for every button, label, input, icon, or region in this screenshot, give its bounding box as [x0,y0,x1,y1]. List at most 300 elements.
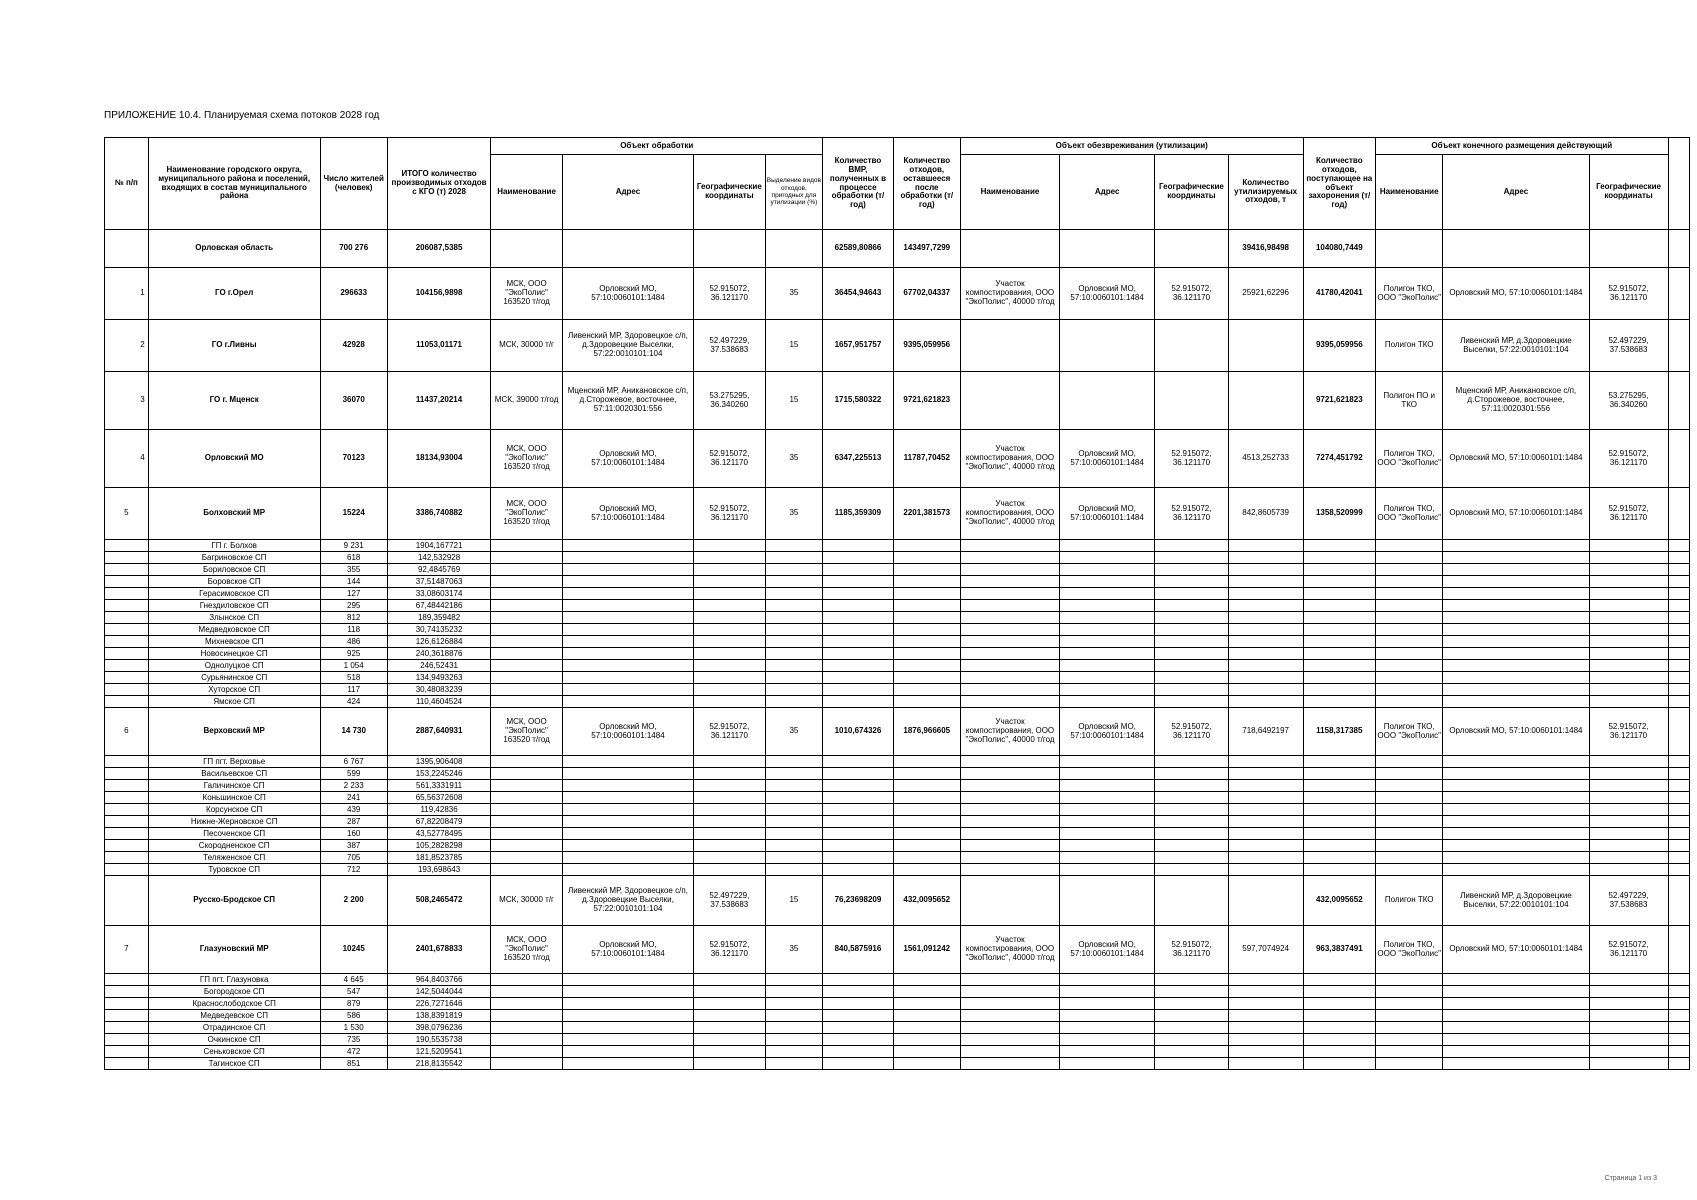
sub-empty-cell [1060,564,1155,576]
sub-empty-cell [694,780,766,792]
sub-pop: 547 [320,986,387,998]
sub-empty-cell [105,780,149,792]
sub-total: 30,48083239 [387,684,491,696]
sub-total: 246,52431 [387,660,491,672]
sub-empty-cell [105,660,149,672]
sub-pop: 472 [320,1046,387,1058]
district-row [105,876,1690,926]
sub-empty-cell [694,986,766,998]
sub-empty-cell [1589,1034,1668,1046]
sub-empty-cell [1303,576,1376,588]
cell-final-name: Полигон ТКО [1376,876,1443,926]
sub-empty-cell [694,612,766,624]
sub-pop: 735 [320,1034,387,1046]
sub-empty-cell [1155,1010,1229,1022]
sub-empty-cell [491,588,563,600]
sub-pop: 424 [320,696,387,708]
sub-empty-cell [893,986,960,998]
sub-empty-cell [1060,612,1155,624]
cell-util-name: Участок компостирования, ООО "ЭкоПолис", 40000 т/год [960,708,1059,756]
settlement-row [105,768,1690,780]
cell-final-addr: Ливенский МР, д.Здоровецкие Выселки, 57:22:0010101:104 [1443,320,1589,372]
cell-final-addr: Ливенский МР, д.Здоровецкие Выселки, 57:22:0010101:104 [1443,876,1589,926]
sub-empty-cell [1376,636,1443,648]
sub-empty-cell [1443,1010,1589,1022]
cell-util-qty: 842,8605739 [1228,488,1303,540]
cell-pct: 15 [765,372,823,430]
sub-empty-cell [105,576,149,588]
cell-after: 11787,70452 [893,430,960,488]
sub-pop: 2 233 [320,780,387,792]
cell-proc-addr: Мценский МР, Аникановское с/п, д.Сторожевое, восточнее, 57:11:0020301:556 [562,372,693,430]
sub-empty-cell [694,768,766,780]
sub-empty-cell [694,600,766,612]
cell-proc-geo: 52.915072, 36.121170 [694,926,766,974]
sub-empty-cell [491,852,563,864]
sub-empty-cell [491,636,563,648]
sub-empty-cell [1589,852,1668,864]
cell-proc-name [491,230,563,268]
sub-empty-cell [960,986,1059,998]
sub-empty-cell [1228,1034,1303,1046]
sub-empty-cell [1155,1034,1229,1046]
cell-final-geo: 52.915072, 36.121170 [1589,708,1668,756]
sub-empty-cell [105,1034,149,1046]
sub-empty-cell [1060,974,1155,986]
cell-proc-geo: 52.915072, 36.121170 [694,708,766,756]
sub-empty-cell [765,1022,823,1034]
settlement-row [105,624,1690,636]
sub-empty-cell [893,998,960,1010]
sub-empty-cell [105,564,149,576]
sub-empty-cell [694,660,766,672]
sub-name: Очкинское СП [148,1034,320,1046]
header-proc-geo: Географические координаты [694,155,766,230]
sub-empty-cell [1228,1046,1303,1058]
sub-empty-cell [960,696,1059,708]
sub-empty-cell [1589,540,1668,552]
sub-empty-cell [823,612,893,624]
cell-final-name: Полигон ТКО, ООО "ЭкоПолис" [1376,268,1443,320]
sub-empty-cell [491,624,563,636]
sub-empty-cell [1155,1058,1229,1070]
sub-total: 43,52778495 [387,828,491,840]
sub-empty-cell [1155,864,1229,876]
cell-total: 206087,5385 [387,230,491,268]
sub-empty-cell [1376,1058,1443,1070]
cell-vmr: 840,5875916 [823,926,893,974]
sub-empty-cell [105,624,149,636]
cell-util-geo: 52.915072, 36.121170 [1155,268,1229,320]
header-final-geo: Географические координаты [1589,155,1668,230]
sub-empty-cell [823,672,893,684]
sub-empty-cell [694,864,766,876]
sub-empty-cell [1155,576,1229,588]
sub-name: Галичинское СП [148,780,320,792]
settlement-row [105,684,1690,696]
sub-empty-cell [765,840,823,852]
cell-num [105,876,149,926]
sub-empty-cell [1303,804,1376,816]
sub-empty-cell [1060,756,1155,768]
sub-empty-cell [1589,648,1668,660]
sub-name: ГП пгт. Верховье [148,756,320,768]
sub-empty-cell [105,612,149,624]
sub-pop: 117 [320,684,387,696]
sub-empty-cell [105,828,149,840]
sub-empty-cell [1589,816,1668,828]
sub-empty-cell [1303,660,1376,672]
settlement-row [105,672,1690,684]
cell-total: 104156,9898 [387,268,491,320]
sub-name: Герасимовское СП [148,588,320,600]
sub-empty-cell [105,986,149,998]
cell-name: Орловский МО [148,430,320,488]
sub-total: 126,6126884 [387,636,491,648]
cell-disposal: 41780,42041 [1303,268,1376,320]
sub-empty-cell [1303,852,1376,864]
sub-name: Теляженское СП [148,852,320,864]
sub-empty-cell [893,1046,960,1058]
sub-empty-cell [823,624,893,636]
sub-empty-cell [1155,986,1229,998]
sub-empty-cell [765,828,823,840]
sub-empty-cell [765,660,823,672]
cell-proc-name: МСК, 30000 т/г [491,876,563,926]
sub-pop: 618 [320,552,387,564]
sub-empty-cell [765,804,823,816]
settlement-row [105,1022,1690,1034]
sub-empty-cell [694,1022,766,1034]
sub-empty-cell [893,828,960,840]
sub-empty-cell [1155,828,1229,840]
sub-empty-cell [1303,864,1376,876]
sub-empty-cell [1060,660,1155,672]
sub-empty-cell [1228,600,1303,612]
sub-name: Медведевское СП [148,1010,320,1022]
cell-disposal: 7274,451792 [1303,430,1376,488]
sub-empty-cell [1668,986,1689,998]
sub-empty-cell [1303,974,1376,986]
sub-empty-cell [1443,576,1589,588]
sub-empty-cell [1668,600,1689,612]
settlement-row [105,780,1690,792]
sub-empty-cell [893,1058,960,1070]
sub-empty-cell [1060,624,1155,636]
sub-empty-cell [960,756,1059,768]
cell-util-qty [1228,876,1303,926]
sub-empty-cell [1443,816,1589,828]
sub-empty-cell [491,1022,563,1034]
cell-blank [1668,708,1689,756]
sub-empty-cell [1376,780,1443,792]
sub-empty-cell [1589,840,1668,852]
settlement-row [105,660,1690,672]
sub-total: 30,74135232 [387,624,491,636]
sub-empty-cell [1060,768,1155,780]
sub-empty-cell [562,600,693,612]
sub-empty-cell [1155,588,1229,600]
sub-empty-cell [893,648,960,660]
sub-empty-cell [1303,986,1376,998]
sub-empty-cell [765,974,823,986]
sub-name: Багриновское СП [148,552,320,564]
sub-empty-cell [1228,564,1303,576]
settlement-row [105,852,1690,864]
sub-empty-cell [694,828,766,840]
sub-empty-cell [1443,864,1589,876]
cell-proc-name: МСК, 39000 т/год [491,372,563,430]
sub-empty-cell [1668,612,1689,624]
sub-empty-cell [1376,612,1443,624]
sub-name: Михневское СП [148,636,320,648]
sub-empty-cell [893,576,960,588]
sub-empty-cell [1228,1022,1303,1034]
sub-total: 142,532928 [387,552,491,564]
sub-total: 218,8135542 [387,1058,491,1070]
sub-name: Песоченское СП [148,828,320,840]
sub-empty-cell [1228,648,1303,660]
sub-name: Краснослободское СП [148,998,320,1010]
cell-util-name [960,372,1059,430]
sub-name: Нижне-Жерновское СП [148,816,320,828]
sub-empty-cell [960,564,1059,576]
sub-pop: 127 [320,588,387,600]
cell-vmr: 76,23698209 [823,876,893,926]
sub-empty-cell [694,1010,766,1022]
sub-empty-cell [765,1046,823,1058]
sub-pop: 6 767 [320,756,387,768]
sub-empty-cell [1589,768,1668,780]
sub-empty-cell [960,660,1059,672]
sub-empty-cell [1589,974,1668,986]
sub-empty-cell [1589,600,1668,612]
sub-empty-cell [1155,672,1229,684]
sub-empty-cell [1668,816,1689,828]
sub-name: Бориловское СП [148,564,320,576]
cell-final-geo: 52.497229, 37.538683 [1589,320,1668,372]
sub-pop: 1 530 [320,1022,387,1034]
sub-empty-cell [491,986,563,998]
sub-empty-cell [491,804,563,816]
sub-empty-cell [105,768,149,780]
sub-empty-cell [823,684,893,696]
settlement-row [105,612,1690,624]
sub-empty-cell [491,600,563,612]
cell-util-addr: Орловский МО, 57:10:0060101:1484 [1060,488,1155,540]
settlement-row [105,576,1690,588]
settlement-row [105,588,1690,600]
sub-empty-cell [1376,684,1443,696]
sub-empty-cell [1668,974,1689,986]
sub-empty-cell [823,804,893,816]
sub-empty-cell [1443,1058,1589,1070]
sub-empty-cell [562,816,693,828]
sub-empty-cell [105,998,149,1010]
sub-empty-cell [694,816,766,828]
sub-empty-cell [1155,540,1229,552]
cell-final-geo: 52.915072, 36.121170 [1589,268,1668,320]
sub-empty-cell [1060,864,1155,876]
cell-disposal: 9395,059956 [1303,320,1376,372]
sub-empty-cell [1443,804,1589,816]
sub-empty-cell [1589,998,1668,1010]
sub-empty-cell [1376,864,1443,876]
sub-empty-cell [1228,986,1303,998]
sub-empty-cell [562,840,693,852]
sub-empty-cell [893,864,960,876]
sub-pop: 879 [320,998,387,1010]
sub-name: Медведковское СП [148,624,320,636]
sub-empty-cell [491,756,563,768]
cell-total: 2887,640931 [387,708,491,756]
sub-empty-cell [893,768,960,780]
sub-empty-cell [694,1034,766,1046]
sub-empty-cell [1668,660,1689,672]
settlement-row [105,1010,1690,1022]
header-proc-pct: Выделение видов отходов, пригодных для утилизации (%) [765,155,823,230]
sub-pop: 9 231 [320,540,387,552]
cell-final-addr: Орловский МО, 57:10:0060101:1484 [1443,708,1589,756]
cell-num: 2 [105,320,149,372]
sub-empty-cell [1443,672,1589,684]
sub-empty-cell [1589,780,1668,792]
sub-empty-cell [1668,540,1689,552]
cell-blank [1668,876,1689,926]
cell-disposal: 963,3837491 [1303,926,1376,974]
sub-empty-cell [823,600,893,612]
sub-total: 121,5209541 [387,1046,491,1058]
cell-pct: 15 [765,320,823,372]
sub-empty-cell [1228,828,1303,840]
sub-pop: 518 [320,672,387,684]
sub-empty-cell [562,636,693,648]
sub-empty-cell [960,1046,1059,1058]
sub-pop: 599 [320,768,387,780]
sub-total: 964,8403766 [387,974,491,986]
cell-num: 6 [105,708,149,756]
sub-empty-cell [823,864,893,876]
cell-pct: 35 [765,926,823,974]
sub-empty-cell [765,636,823,648]
cell-final-geo: 52.915072, 36.121170 [1589,926,1668,974]
sub-empty-cell [1155,1046,1229,1058]
sub-empty-cell [823,1022,893,1034]
cell-num: 1 [105,268,149,320]
sub-total: 561,3331911 [387,780,491,792]
sub-empty-cell [491,564,563,576]
cell-util-addr: Орловский МО, 57:10:0060101:1484 [1060,430,1155,488]
table-body [105,230,1690,1070]
page-title: ПРИЛОЖЕНИЕ 10.4. Планируемая схема потоков 2028 год [104,110,380,121]
cell-blank [1668,488,1689,540]
sub-empty-cell [1155,998,1229,1010]
sub-empty-cell [105,974,149,986]
sub-empty-cell [562,552,693,564]
cell-final-name: Полигон ПО и ТКО [1376,372,1443,430]
sub-empty-cell [1303,624,1376,636]
sub-empty-cell [1060,540,1155,552]
sub-empty-cell [1228,998,1303,1010]
sub-empty-cell [562,564,693,576]
sub-empty-cell [491,1010,563,1022]
sub-empty-cell [1303,1010,1376,1022]
sub-empty-cell [960,864,1059,876]
sub-empty-cell [1589,792,1668,804]
sub-empty-cell [1060,684,1155,696]
sub-empty-cell [765,648,823,660]
sub-empty-cell [694,696,766,708]
cell-pop: 42928 [320,320,387,372]
sub-empty-cell [491,864,563,876]
cell-final-addr: Орловский МО, 57:10:0060101:1484 [1443,268,1589,320]
settlement-row [105,974,1690,986]
sub-empty-cell [1589,986,1668,998]
cell-blank [1668,926,1689,974]
sub-name: Сурьянинское СП [148,672,320,684]
sub-empty-cell [1228,768,1303,780]
sub-total: 65,56372608 [387,792,491,804]
sub-empty-cell [1060,636,1155,648]
sub-empty-cell [765,852,823,864]
sub-empty-cell [562,1010,693,1022]
sub-empty-cell [1589,1058,1668,1070]
sub-total: 119,42836 [387,804,491,816]
sub-empty-cell [105,588,149,600]
sub-empty-cell [823,792,893,804]
cell-num: 5 [105,488,149,540]
cell-vmr: 36454,94643 [823,268,893,320]
cell-proc-addr: Ливенский МР, Здоровецкое с/п, д.Здоровецкие Выселки, 57:22:0010101:104 [562,320,693,372]
sub-empty-cell [823,540,893,552]
sub-empty-cell [562,768,693,780]
sub-empty-cell [960,780,1059,792]
sub-empty-cell [105,600,149,612]
sub-name: Однолуцкое СП [148,660,320,672]
sub-empty-cell [1303,636,1376,648]
cell-proc-name: МСК, ООО "ЭкоПолис" 163520 т/год [491,488,563,540]
cell-blank [1668,320,1689,372]
sub-empty-cell [960,576,1059,588]
sub-empty-cell [562,1058,693,1070]
cell-util-qty: 4513,252733 [1228,430,1303,488]
sub-empty-cell [491,696,563,708]
settlement-row [105,564,1690,576]
sub-empty-cell [1228,756,1303,768]
sub-empty-cell [1376,564,1443,576]
sub-empty-cell [694,672,766,684]
sub-empty-cell [1668,804,1689,816]
cell-total: 11437,20214 [387,372,491,430]
sub-empty-cell [1589,756,1668,768]
sub-empty-cell [694,804,766,816]
sub-pop: 1 054 [320,660,387,672]
cell-disposal: 104080,7449 [1303,230,1376,268]
sub-empty-cell [765,986,823,998]
header-total: ИТОГО количество производимых отходов с КГО (т) 2028 [387,138,491,230]
sub-empty-cell [823,840,893,852]
sub-empty-cell [562,804,693,816]
sub-empty-cell [1589,576,1668,588]
cell-after: 1876,966605 [893,708,960,756]
sub-empty-cell [1589,612,1668,624]
cell-util-addr [1060,372,1155,430]
sub-empty-cell [1155,648,1229,660]
sub-empty-cell [1376,998,1443,1010]
sub-empty-cell [823,828,893,840]
sub-empty-cell [765,998,823,1010]
sub-empty-cell [1303,600,1376,612]
